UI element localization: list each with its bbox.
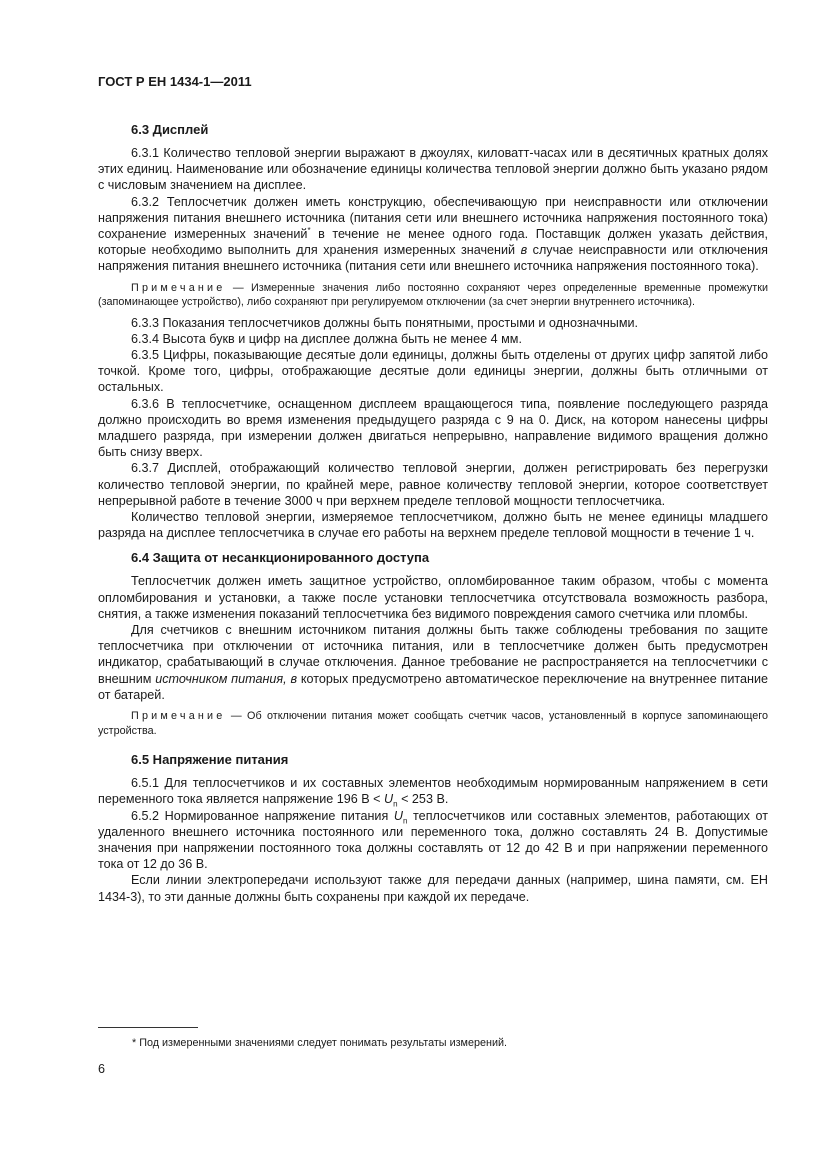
clause-6-5-2: 6.5.2 Нормированное напряжение питания $U_n$ теплосчетчиков или составных элементов, работающих от удаленного внешнего источника постоянного или переменного тока, должно составлять 24 В. Допустимые значения при напряжении постоянного тока должны составлять от 12 до 42 В и при напряжении переменного тока от 12 до 36 В.	[98, 808, 768, 872]
clause-6-4-p1: Теплосчетчик должен иметь защитное устройство, опломбированное таким образом, чтобы с момента опломбирования и установки, а также после установки теплосчетчика отсутствовала возможность разбора, снятия, а также изменения показаний теплосчетчика без видимого повреждения самого счетчика или пломбы.	[98, 574, 768, 621]
note-6-3: Примечание — Измеренные значения либо постоянно сохраняют через определенные временные промежутки (запоминающее устройство), либо сохраняют при регулируемом отключении (за счет энергии внутреннего источника).	[98, 281, 768, 309]
page-number: 6	[98, 1062, 106, 1076]
document-header: ГОСТ Р ЕН 1434-1—2011	[98, 74, 252, 89]
clause-6-3-5: 6.3.5 Цифры, показывающие десятые доли единицы, должны быть отделены от других цифр запятой либо точкой. Кроме того, цифры, отображающие десятые доли единицы энергии, должны быть отличными от остальных.	[98, 348, 768, 395]
clause-6-3-6: 6.3.6 В теплосчетчике, оснащенном дисплеем вращающегося типа, появление последующего разряда должно происходить во время изменения предыдущего разряда с 9 на 0. Диск, на котором нанесены цифры младшего разряда, при измерении должен двигаться непрерывно, направление видимого вращения должно быть снизу вверх.	[98, 396, 768, 460]
clause-6-4-p2: Для счетчиков с внешним источником питания должны быть также соблюдены требования по защите теплосчетчика при отключении от источника питания, или в теплосчетчике должен быть предусмотрен индикатор, срабатывающий в случае отключения. Данное требование не распространяется на теплосчетчики с внешним источником питания, в которых предусмотрено автоматическое переключение на внутреннее питание от батарей.	[98, 623, 769, 702]
note-6-4: Примечание — Об отключении питания может сообщать счетчик часов, установленный в корпусе запоминающего устройства.	[98, 710, 768, 737]
clause-6-3-7: 6.3.7 Дисплей, отображающий количество тепловой энергии, должен регистрировать без перегрузки количество тепловой энергии, по крайней мере, равное количеству тепловой энергии, которое соответствует непрерывной работе в течение 3000 ч при верхнем пределе тепловой мощности теплосчетчика.	[98, 461, 768, 508]
clause-6-3-1: 6.3.1 Количество тепловой энергии выражают в джоулях, киловатт-часах или в десятичных кратных долях этих единиц. Наименование или обозначение единицы количества тепловой энергии должно быть указано рядом с числовым значением на дисплее.	[98, 146, 768, 193]
clause-6-3-7-continued: Количество тепловой энергии, измеряемое теплосчетчиком, должно быть не менее единицы младшего разряда на дисплее теплосчетчика в случае его работы на верхнем пределе тепловой мощности в течение 1 ч.	[98, 510, 768, 541]
section-6-3-title: 6.3 Дисплей	[131, 122, 209, 137]
clause-6-3-4: 6.3.4 Высота букв и цифр на дисплее должна быть не менее 4 мм.	[131, 331, 522, 346]
section-6-5-title: 6.5 Напряжение питания	[131, 752, 289, 768]
section-6-4-title: 6.4 Защита от несанкционированного доступа	[131, 550, 430, 566]
footnote: * Под измеренными значениями следует понимать результаты измерений.	[132, 1037, 508, 1049]
clause-6-5-1: 6.5.1 Для теплосчетчиков и их составных элементов необходимым нормированным напряжением в сети переменного тока является напряжение 196 $В < U_n < 253$ В.	[98, 776, 768, 809]
page-content	[98, 74, 768, 905]
footnote-divider	[98, 1027, 198, 1028]
clause-6-5-3: Если линии электропередачи используют также для передачи данных (например, шина памяти, см. ЕН 1434-3), то эти данные должны быть сохранены при каждой их передаче.	[98, 873, 768, 904]
clause-6-3-3: 6.3.3 Показания теплосчетчиков должны быть понятными, простыми и однозначными.	[131, 315, 639, 330]
clause-6-3-2: 6.3.2 Теплосчетчик должен иметь конструкцию, обеспечивающую при неисправности или отключении напряжения питания внешнего источника (питания сети или внешнего источника напряжения постоянного тока) сохранение измеренных значений* в течение не менее одного года. Поставщик должен указать действия, которые необходимо выполнить для хранения измеренных значений в случае неисправности или отключения напряжения питания внешнего источника (питания сети или внешнего источника напряжения постоянного тока).	[98, 194, 768, 274]
